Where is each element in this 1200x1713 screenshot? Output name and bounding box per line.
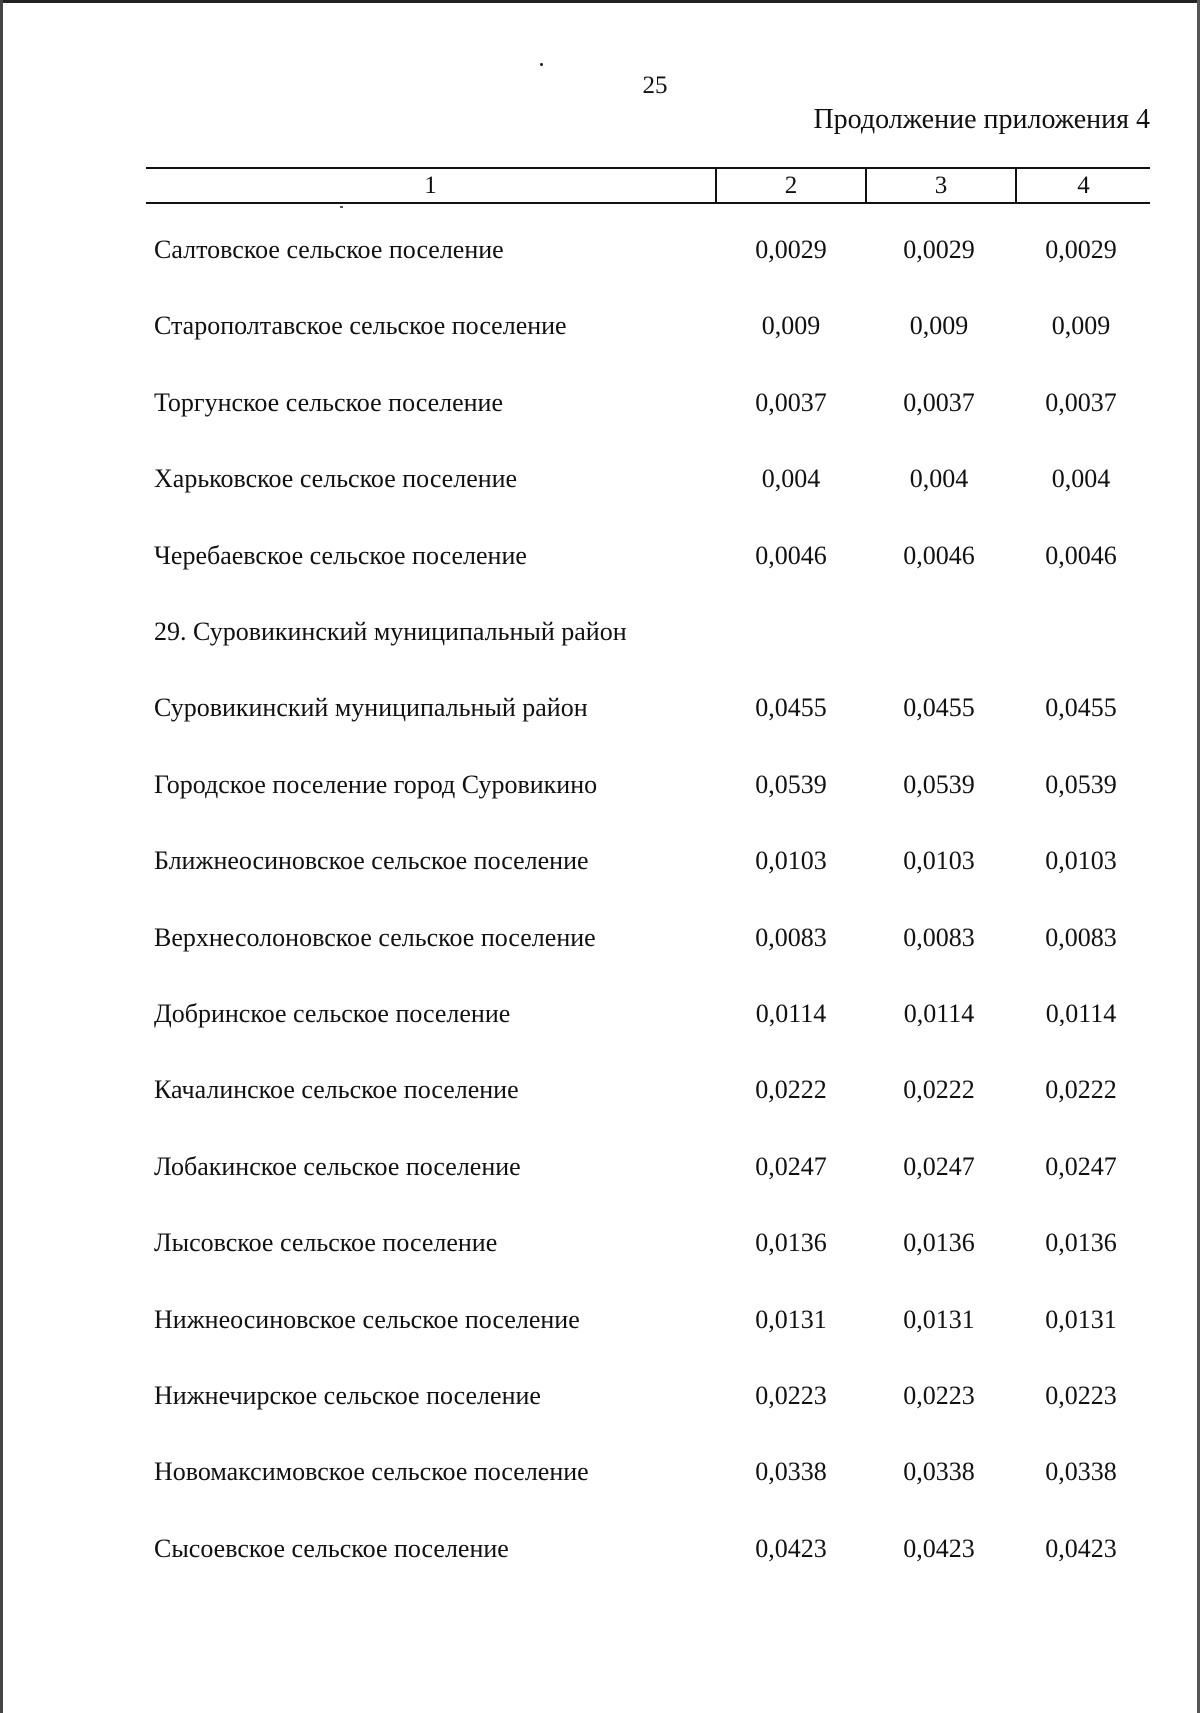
row-value-col-3: 0,0223 [903,1381,975,1410]
row-value-col-2: 0,0455 [755,693,827,723]
table-row [0,841,1200,881]
row-value-col-3: 0,0083 [903,922,975,952]
row-value-col-4: 0,0338 [1045,1457,1117,1487]
row-value-col-4: 0,004 [1051,464,1111,494]
row-value-col-3: 0,0222 [903,1075,975,1105]
header-col-1: 1 [424,172,437,199]
row-value-col-3: 0,0103 [903,846,975,876]
row-value-col-2: 0,0131 [755,1304,827,1334]
row-value-col-4: 0,0131 [1045,1304,1117,1334]
row-name: Добринское сельское поселение [154,999,511,1028]
row-value-col-2: 0,0223 [755,1381,827,1410]
row-value-col-2: 0,0136 [755,1228,827,1258]
row-name: Харьковское сельское поселение [154,464,518,494]
row-value-col-3: 0,0114 [903,999,975,1028]
row-value-col-3: 0,0338 [903,1457,975,1487]
row-value-col-2: 0,0083 [755,922,827,952]
scan-border-top [0,0,1200,3]
row-name: Нижнечирское сельское поселение [154,1381,541,1410]
header-col-2: 2 [715,169,865,202]
table-row [0,1529,1200,1569]
table-row [0,1300,1200,1340]
row-value-col-2: 0,009 [761,311,821,341]
row-name: Нижнеосиновское сельское поселение [154,1304,580,1334]
table-row [0,1376,1200,1416]
row-value-col-4: 0,0222 [1045,1075,1117,1105]
row-value-col-3: 0,0046 [903,540,975,570]
table-header [146,167,1150,204]
table-row [0,1223,1200,1263]
row-name: Сысоевское сельское поселение [154,1533,509,1563]
table-row [0,306,1200,346]
row-value-col-4: 0,0114 [1045,999,1117,1028]
table-row [0,612,1200,652]
row-value-col-2: 0,0222 [755,1075,827,1105]
page-number: 25 [642,72,668,99]
row-name: Черебаевское сельское поселение [154,540,527,570]
row-value-col-3: 0,0539 [903,769,975,799]
row-name: Лысовское сельское поселение [154,1228,498,1258]
table-row [0,1452,1200,1492]
row-value-col-2: 0,0539 [755,769,827,799]
continuation-heading: Продолжение приложения 4 [813,104,1150,135]
scan-mark [340,206,343,208]
row-value-col-4: 0,009 [1051,311,1111,341]
row-value-col-2: 0,0046 [755,540,827,570]
row-name: Новомаксимовское сельское поселение [154,1457,589,1487]
row-value-col-2: 0,0103 [755,846,827,876]
row-value-col-4: 0,0083 [1045,922,1117,952]
row-value-col-3: 0,0136 [903,1228,975,1258]
row-value-col-4: 0,0539 [1045,769,1117,799]
row-value-col-3: 0,0455 [903,693,975,723]
table-row [0,1070,1200,1110]
table-row [0,383,1200,423]
row-value-col-3: 0,0247 [903,1151,975,1181]
row-value-col-2: 0,0037 [755,387,827,417]
row-value-col-4: 0,0423 [1045,1533,1117,1563]
row-name: Торгунское сельское поселение [154,387,503,417]
row-value-col-4: 0,0455 [1045,693,1117,723]
table-row [0,994,1200,1034]
row-value-col-4: 0,0046 [1045,540,1117,570]
row-value-col-2: 0,0114 [755,999,827,1028]
table-row [0,918,1200,958]
row-value-col-4: 0,0247 [1045,1151,1117,1181]
table-row [0,230,1200,270]
header-col-4: 4 [1015,169,1150,202]
row-name: Качалинское сельское поселение [154,1075,519,1105]
row-name: Верхнесолоновское сельское поселение [154,922,596,952]
row-name: Лобакинское сельское поселение [154,1151,521,1181]
row-value-col-3: 0,0423 [903,1533,975,1563]
scan-speck [540,63,543,66]
row-name: Старополтавское сельское поселение [154,311,567,341]
row-value-col-3: 0,0029 [903,235,975,264]
table-row [0,688,1200,728]
table-row [0,536,1200,576]
row-value-col-4: 0,0037 [1045,387,1117,417]
row-name: 29. Суровикинский муниципальный район [154,617,627,646]
table-row [0,765,1200,805]
table-row [0,459,1200,499]
row-name: Городское поселение город Суровикино [154,769,598,799]
row-value-col-4: 0,0136 [1045,1228,1117,1258]
row-value-col-4: 0,0223 [1045,1381,1117,1410]
row-name: Салтовское сельское поселение [154,235,504,264]
row-value-col-2: 0,0247 [755,1151,827,1181]
row-name: Суровикинский муниципальный район [154,693,588,723]
row-value-col-2: 0,004 [761,464,821,494]
row-value-col-3: 0,0131 [903,1304,975,1334]
header-col-3: 3 [865,169,1015,202]
row-value-col-4: 0,0103 [1045,846,1117,876]
row-value-col-2: 0,0029 [755,235,827,264]
row-value-col-3: 0,004 [909,464,969,494]
row-value-col-2: 0,0338 [755,1457,827,1487]
row-value-col-2: 0,0423 [755,1533,827,1563]
row-name: Ближнеосиновское сельское поселение [154,846,589,876]
row-value-col-3: 0,0037 [903,387,975,417]
row-value-col-4: 0,0029 [1045,235,1117,264]
table-row [0,1147,1200,1187]
row-value-col-3: 0,009 [909,311,969,341]
